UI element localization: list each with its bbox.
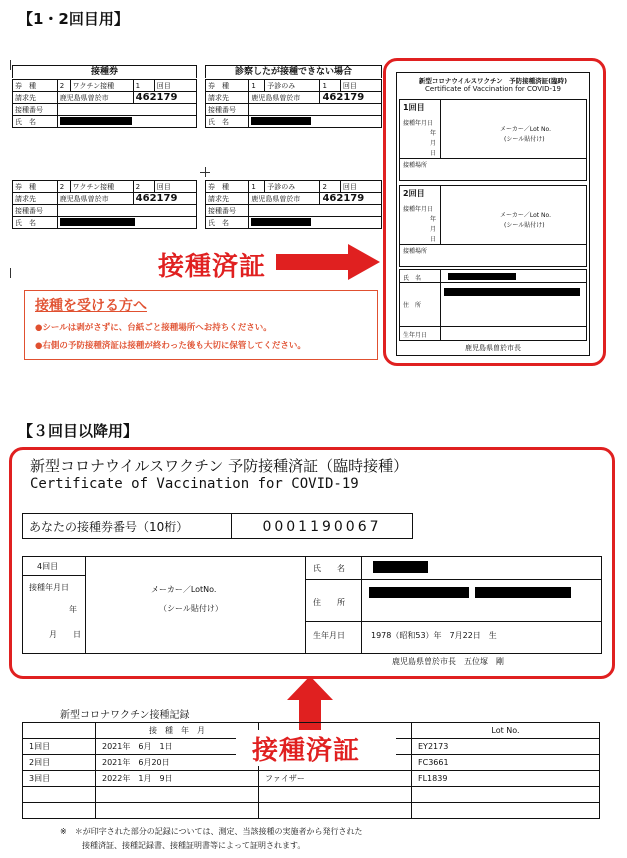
vaccine-ticket-2: 券 種 2 ワクチン接種 2 回目 請求先 鹿児島県曽於市 462179 接種番号 氏 名 xyxy=(12,180,197,229)
record-certificate-label: 接種済証 xyxy=(252,736,361,766)
birth-label: 生年月日 xyxy=(313,631,345,640)
mini-certificate xyxy=(396,72,590,356)
unable-header: 診察したが接種できない場合 xyxy=(205,65,382,78)
table-row xyxy=(23,787,600,803)
right-arrow-icon xyxy=(276,244,381,280)
mini-cert-title: 新型コロナウイルスワクチン 予防接種済証(臨時) xyxy=(418,77,568,85)
record-table: 接 種 年 月 Lot No. 1回目 2021年 6月 1日 EY2173 2回目 2021年 6月20日 FC3661 3回目 2022年 1月 9日 ファイザー FL1839 xyxy=(22,722,600,819)
notice-box xyxy=(24,290,378,360)
mini-cert-subtitle: Certificate of Vaccination for COVID-19 xyxy=(425,85,561,93)
redacted-name xyxy=(60,117,132,125)
section2-title: 【３回目以降用】 xyxy=(18,422,139,440)
mini-personal-info: 氏 名 住 所 生年月日 xyxy=(399,269,587,341)
name-label: 氏 名 xyxy=(313,564,345,573)
dose-label: 4回目 xyxy=(37,562,59,571)
ticket-header: 接種券 xyxy=(12,65,197,78)
redacted-name xyxy=(251,218,311,226)
mini-dose-1: 1回目 接種年月日 年 月 日 接種場所 メーカー／Lot No. (シール貼付け) xyxy=(399,99,587,181)
redacted-name xyxy=(60,218,135,226)
table-row: 3回目 2022年 1月 9日 ファイザー FL1839 xyxy=(23,771,600,787)
unable-ticket-2: 券 種 1 予診のみ 2 回目 請求先 鹿児島県曽於市 462179 接種番号 氏 名 xyxy=(205,180,382,229)
table-row xyxy=(23,803,600,819)
redacted-name xyxy=(373,561,428,573)
crop-mark xyxy=(10,268,11,278)
certificate-label: 接種済証 xyxy=(158,252,267,282)
crop-mark xyxy=(10,60,11,70)
redacted-address xyxy=(475,587,571,598)
cert3-issuer: 鹿児島県曽於市長 五位塚 剛 xyxy=(392,657,504,666)
cert3-subtitle: Certificate of Vaccination for COVID-19 xyxy=(30,476,359,492)
maker-label: メーカー／LotNo. xyxy=(151,585,217,594)
table-row: 1回目 2021年 6月 1日 EY2173 xyxy=(23,739,600,755)
redacted-name xyxy=(251,117,311,125)
vaccine-ticket-1: 接種券 券 種 2 ワクチン接種 1 回目 請求先 鹿児島県曽於市 462179 接種番号 氏 名 xyxy=(12,79,197,128)
redacted-name xyxy=(448,273,516,280)
cert3-title: 新型コロナウイルスワクチン 予防接種済証（臨時接種） xyxy=(30,457,409,475)
footnote-line-1: ※ ＊が印字された部分の記録については、測定、当該接種の実施者から発行された xyxy=(60,827,363,836)
ticket-number-value: 0001190067 xyxy=(231,513,413,539)
cert3-main-table: 4回目 接種年月日 年 月 日 メーカー／LotNo. （シール貼付け） 氏 名 住 所 生年月日 1978（昭和53）年 7月22日 生 xyxy=(22,556,602,654)
notice-title: 接種を受ける方へ xyxy=(35,298,147,314)
ticket-number-label: あなたの接種券番号（10桁） xyxy=(22,513,232,539)
footnote-line-2: 接種済証、接種記録書、接種証明書等によって証明されます。 xyxy=(82,841,306,850)
mini-issuer: 鹿児島県曽於市長 xyxy=(465,344,521,352)
notice-line-1: ●シールは剥がさずに、台紙ごと接種場所へお持ちください。 xyxy=(35,323,272,333)
redacted-address xyxy=(369,587,469,598)
redacted-address xyxy=(444,288,580,296)
notice-line-2: ●右側の予防接種済証は接種が終わった後も大切に保管してください。 xyxy=(35,341,306,351)
sticker-label: （シール貼付け） xyxy=(159,604,223,613)
unable-ticket-1: 診察したが接種できない場合 券 種 1 予診のみ 1 回目 請求先 鹿児島県曽於市 462179 接種番号 氏 名 xyxy=(205,79,382,128)
date-label: 接種年月日 xyxy=(29,583,69,592)
mini-dose-2: 2回目 接種年月日 年 月 日 接種場所 メーカー／Lot No. (シール貼付け) xyxy=(399,185,587,267)
section1-title: 【1・2回目用】 xyxy=(18,10,129,28)
address-label: 住 所 xyxy=(313,598,345,607)
record-title: 新型コロナワクチン接種記録 xyxy=(60,710,190,721)
crop-mark xyxy=(205,167,206,177)
table-row: 2回目 2021年 6月20日 FC3661 xyxy=(23,755,600,771)
birth-value: 1978（昭和53）年 7月22日 生 xyxy=(371,631,497,640)
